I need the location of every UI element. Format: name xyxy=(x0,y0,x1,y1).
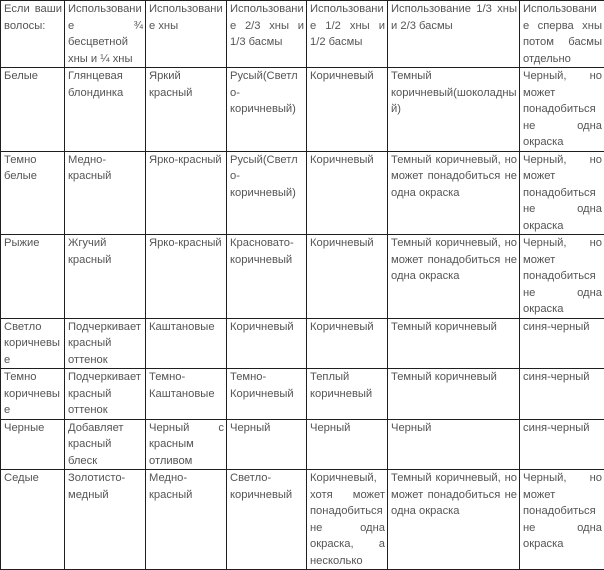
table-row xyxy=(1,235,604,319)
table-cell: Подчеркивает красный оттенок xyxy=(65,318,146,369)
table-cell: Коричневый, хотя может понадобиться не одна окраска, а несколько xyxy=(307,470,388,570)
table-row xyxy=(1,68,604,152)
hair-type-cell: Рыжие xyxy=(1,235,65,319)
header-cell: Использование хны xyxy=(146,1,227,68)
table-cell: Ярко-красный xyxy=(146,151,227,235)
hair-type-cell: Седые xyxy=(1,470,65,570)
table-cell: Русый(Светло-коричневый) xyxy=(227,151,307,235)
table-row xyxy=(1,369,604,420)
table-cell: Темно-Каштановые xyxy=(146,369,227,420)
table-cell: Черный xyxy=(388,419,520,470)
table-row xyxy=(1,470,604,570)
header-cell: Если ваши волосы: xyxy=(1,1,65,68)
table-cell: Темный коричневый, но может понадобиться не одна окраска xyxy=(388,235,520,319)
table-row xyxy=(1,419,604,470)
table-cell: Коричневый xyxy=(307,151,388,235)
table-cell: Теплый коричневый xyxy=(307,369,388,420)
table-cell: Темный коричневый xyxy=(388,318,520,369)
table-row xyxy=(1,318,604,369)
table-cell: Коричневый xyxy=(227,318,307,369)
table-cell: Красновато-коричневый xyxy=(227,235,307,319)
table-cell: Темный коричневый xyxy=(388,369,520,420)
table-cell: Коричневый xyxy=(307,318,388,369)
header-cell: Использование ¾ бесцветной хны и ¼ хны xyxy=(65,1,146,68)
header-cell: Использование сперва хны потом басмы отдельно xyxy=(520,1,604,68)
header-cell: Использование 1/3 хны и 2/3 басмы xyxy=(388,1,520,68)
hair-type-cell: Светло коричневые xyxy=(1,318,65,369)
table-cell: Черный, но может понадобиться не одна окраска xyxy=(520,68,604,152)
table-cell: Черный, но может понадобиться не одна окраска xyxy=(520,235,604,319)
table-cell: Темно-Коричневый xyxy=(227,369,307,420)
table-cell: Черный с красным отливом xyxy=(146,419,227,470)
table-cell: синя-черный xyxy=(520,419,604,470)
table-cell: Золотисто-медный xyxy=(65,470,146,570)
table-cell: Светло-коричневый xyxy=(227,470,307,570)
table-cell: Ярко-красный xyxy=(146,235,227,319)
table-cell: Подчеркивает красный оттенок xyxy=(65,369,146,420)
table-cell: Темный коричневый, но может понадобиться не одна окраска xyxy=(388,151,520,235)
table-cell: Глянцевая блондинка xyxy=(65,68,146,152)
table-cell: Черный xyxy=(227,419,307,470)
table-cell: Яркий красный xyxy=(146,68,227,152)
table-cell: Русый(Светло-коричневый) xyxy=(227,68,307,152)
hair-type-cell: Темно коричневые xyxy=(1,369,65,420)
table-cell: синя-черный xyxy=(520,318,604,369)
table-cell: Медно-красный xyxy=(146,470,227,570)
table-cell: Коричневый xyxy=(307,235,388,319)
hair-type-cell: Белые xyxy=(1,68,65,152)
header-cell: Использование 2/3 хны и 1/3 басмы xyxy=(227,1,307,68)
header-row xyxy=(1,1,604,68)
table-cell: Каштановые xyxy=(146,318,227,369)
table-cell: Темный коричневый(шоколадный) xyxy=(388,68,520,152)
table-cell: Медно-красный xyxy=(65,151,146,235)
hair-type-cell: Черные xyxy=(1,419,65,470)
header-cell: Использование 1/2 хны и 1/2 басмы xyxy=(307,1,388,68)
table-cell: синя-черный xyxy=(520,369,604,420)
hair-type-cell: Темно белые xyxy=(1,151,65,235)
table-cell: Черный, но может понадобиться не одна окраска xyxy=(520,151,604,235)
table-cell: Черный xyxy=(307,419,388,470)
table-row xyxy=(1,151,604,235)
table-cell: Добавляет красный блеск xyxy=(65,419,146,470)
table-cell: Черный, но может понадобиться не одна окраска xyxy=(520,470,604,570)
table-cell: Темный коричневый, но может понадобиться не одна окраска xyxy=(388,470,520,570)
table-cell: Коричневый xyxy=(307,68,388,152)
table-cell: Жгучий красный xyxy=(65,235,146,319)
